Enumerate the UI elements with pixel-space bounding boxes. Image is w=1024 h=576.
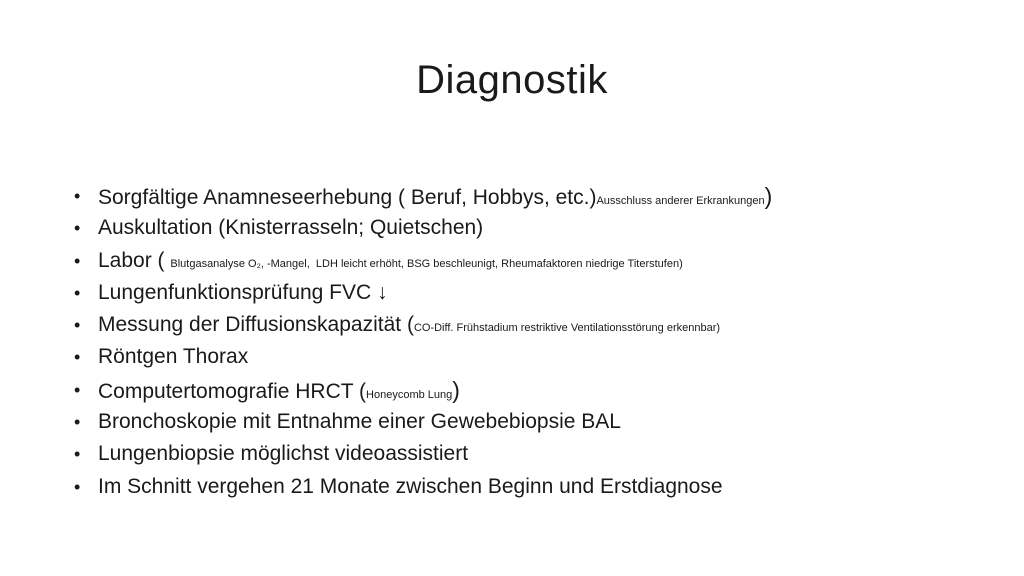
bullet-item-roentgen <box>74 341 974 373</box>
bullet-text: Sorgfältige Anamneseerhebung ( Beruf, Hobbys, etc.) <box>98 186 597 209</box>
bullet-text: Bronchoskopie mit Entnahme einer Gewebebiopsie BAL <box>98 410 621 434</box>
bullet-text: Röntgen Thorax <box>98 345 249 369</box>
bullet-icon: • <box>74 476 81 497</box>
bullet-text: Auskultation (Knisterrasseln; Quietschen) <box>98 216 484 240</box>
bullet-tail: ) <box>764 183 773 209</box>
bullet-subtext: Ausschluss anderer Erkrankungen <box>596 195 765 207</box>
bullet-icon: • <box>74 186 81 206</box>
bullet-item-bronchoskopie <box>74 406 974 438</box>
bullet-text: Im Schnitt vergehen 21 Monate zwischen Beginn und Erstdiagnose <box>98 474 723 498</box>
bullet-tail: ) <box>452 376 460 403</box>
bullet-text: Labor ( <box>98 248 171 272</box>
bullet-text: Messung der Diffusionskapazität ( <box>98 313 414 337</box>
bullet-subtext: Honeycomb Lung <box>366 388 453 401</box>
bullet-icon: • <box>74 315 81 336</box>
bullet-item-lungenbiopsie <box>74 438 974 470</box>
bullet-icon: • <box>74 282 81 303</box>
bullet-text: Lungenfunktionsprüfung FVC <box>98 280 378 304</box>
slide-title: Diagnostik <box>416 58 608 102</box>
bullet-icon: • <box>74 412 81 433</box>
bullet-item-auskultation <box>74 212 974 244</box>
bullet-item-diffusion <box>74 309 974 341</box>
bullet-icon: • <box>74 218 81 239</box>
bullet-icon: • <box>74 250 81 271</box>
bullet-list <box>74 180 974 503</box>
bullet-icon: • <box>74 444 81 465</box>
bullet-text: Computertomografie HRCT ( <box>98 379 367 403</box>
bullet-subtext: Blutgasanalyse O₂, -Mangel, LDH leicht erhöht, BSG beschleunigt, Rheumafaktoren niedrige Titerstufen) <box>170 257 683 270</box>
arrow-down-icon: ↓ <box>377 280 388 304</box>
bullet-text: Lungenbiopsie möglichst videoassistiert <box>98 442 469 466</box>
bullet-icon: • <box>74 347 81 368</box>
bullet-subtext: CO-Diff. Frühstadium restriktive Ventilationsstörung erkennbar) <box>413 322 721 335</box>
bullet-item-hrct <box>74 374 974 406</box>
bullet-item-lungenfunktion <box>74 277 974 309</box>
bullet-item-schnitt <box>74 471 974 503</box>
bullet-item-labor <box>74 245 974 277</box>
bullet-icon: • <box>74 379 81 400</box>
bullet-item-anamnese <box>74 180 974 212</box>
